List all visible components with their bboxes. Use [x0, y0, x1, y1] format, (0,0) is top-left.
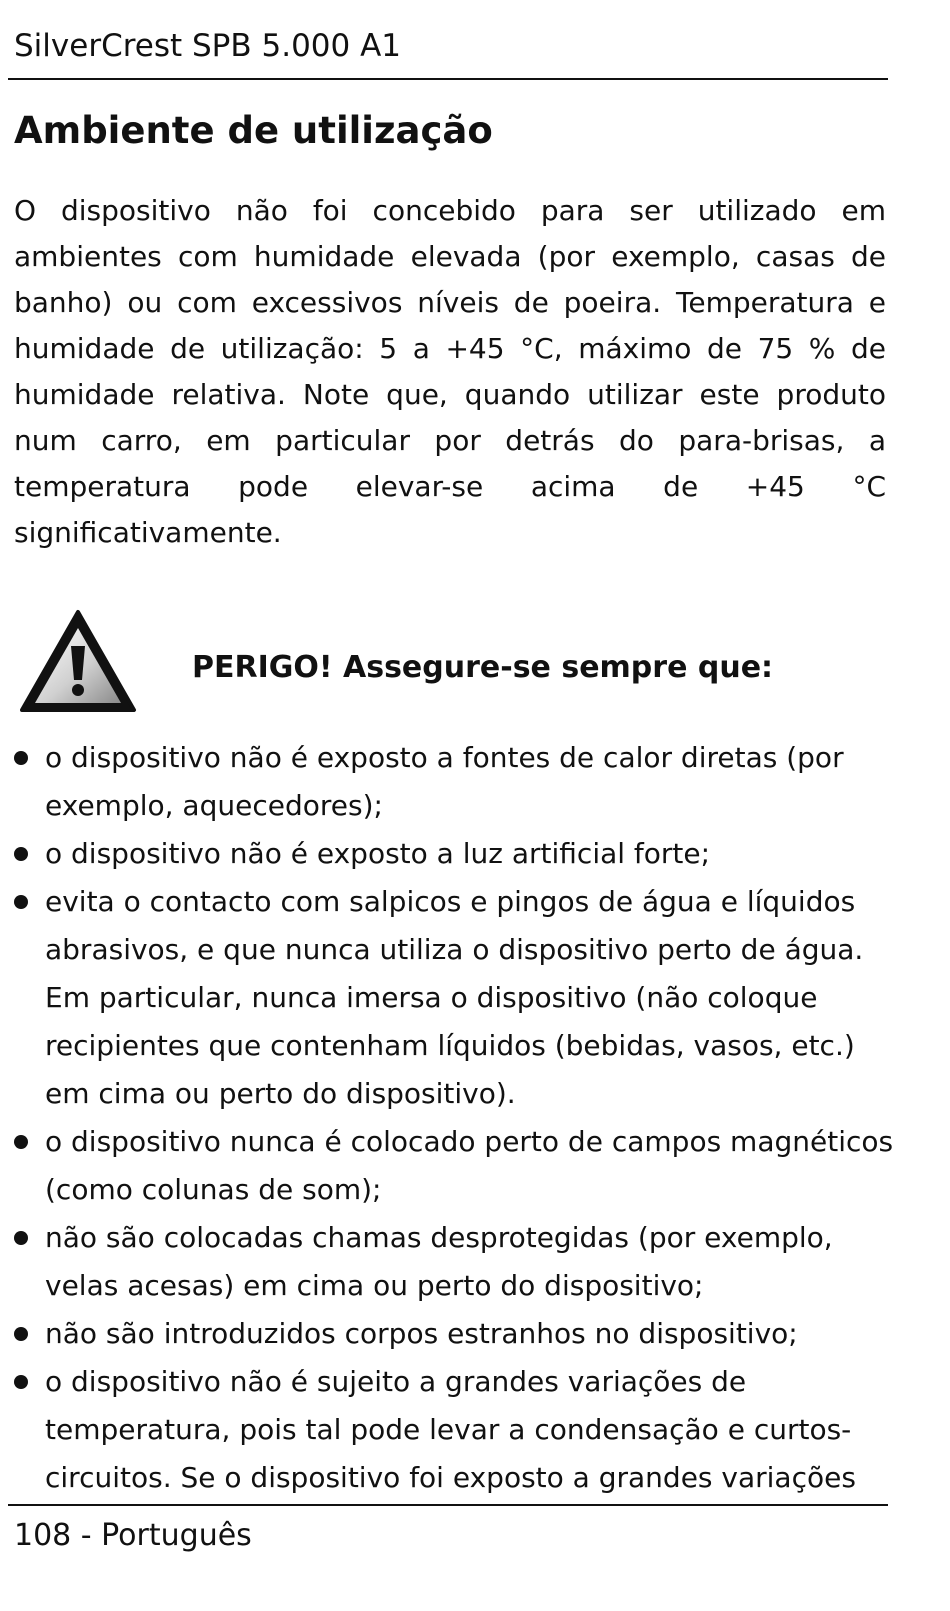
page-number: 108 - Português [14, 1518, 252, 1553]
list-item-text: não são introduzidos corpos estranhos no dispositivo; [45, 1317, 798, 1350]
list-item [0, 878, 895, 1118]
page-header: SilverCrest SPB 5.000 A1 [14, 28, 402, 64]
list-item [0, 1118, 895, 1214]
list-item-text: o dispositivo não é exposto a luz artificial forte; [45, 837, 711, 870]
bullet-icon [14, 1231, 28, 1245]
bullet-icon [14, 1327, 28, 1341]
list-item [0, 830, 895, 878]
bullet-icon [14, 1375, 28, 1389]
bullet-icon [14, 847, 28, 861]
list-item [0, 1214, 895, 1310]
warning-list [0, 734, 900, 1502]
list-item-text: não são colocadas chamas desprotegidas (por exemplo, velas acesas) em cima ou perto do dispositivo; [45, 1221, 833, 1302]
list-item [0, 1358, 895, 1502]
header-divider [8, 78, 888, 80]
footer-divider [8, 1504, 888, 1506]
list-item [0, 1310, 895, 1358]
list-item-text: evita o contacto com salpicos e pingos de água e líquidos abrasivos, e que nunca utiliza o dispositivo perto de água. Em particular, nunca imersa o dispositivo (não coloque recipientes que contenham líquidos (bebidas, vasos, etc.) em cima ou perto do dispositivo). [45, 885, 864, 1110]
section-paragraph: O dispositivo não foi concebido para ser utilizado em ambientes com humidade elevada (por exemplo, casas de banho) ou com excessivos níveis de poeira. Temperatura e humidade de utilização: 5 a +45 °C, máximo de 75 % de humidade relativa. Note que, quando utilizar este produto num carro, em particular por detrás do para-brisas, a temperatura pode elevar-se acima de +45 °C significativamente. [14, 194, 886, 549]
bullet-icon [14, 895, 28, 909]
bullet-icon [14, 751, 28, 765]
warning-triangle-icon [18, 608, 138, 716]
section-title: Ambiente de utilização [14, 109, 493, 152]
list-item-text: o dispositivo nunca é colocado perto de campos magnéticos (como colunas de som); [45, 1125, 894, 1206]
list-item-text: o dispositivo não é exposto a fontes de calor diretas (por exemplo, aquecedores); [45, 741, 844, 822]
list-item-text: o dispositivo não é sujeito a grandes variações de temperatura, pois tal pode levar a condensação e curtos-circuitos. Se o dispositivo foi exposto a grandes variações [45, 1365, 856, 1494]
warning-heading: PERIGO! Assegure-se sempre que: [192, 650, 774, 685]
bullet-icon [14, 1135, 28, 1149]
list-item [0, 734, 895, 830]
